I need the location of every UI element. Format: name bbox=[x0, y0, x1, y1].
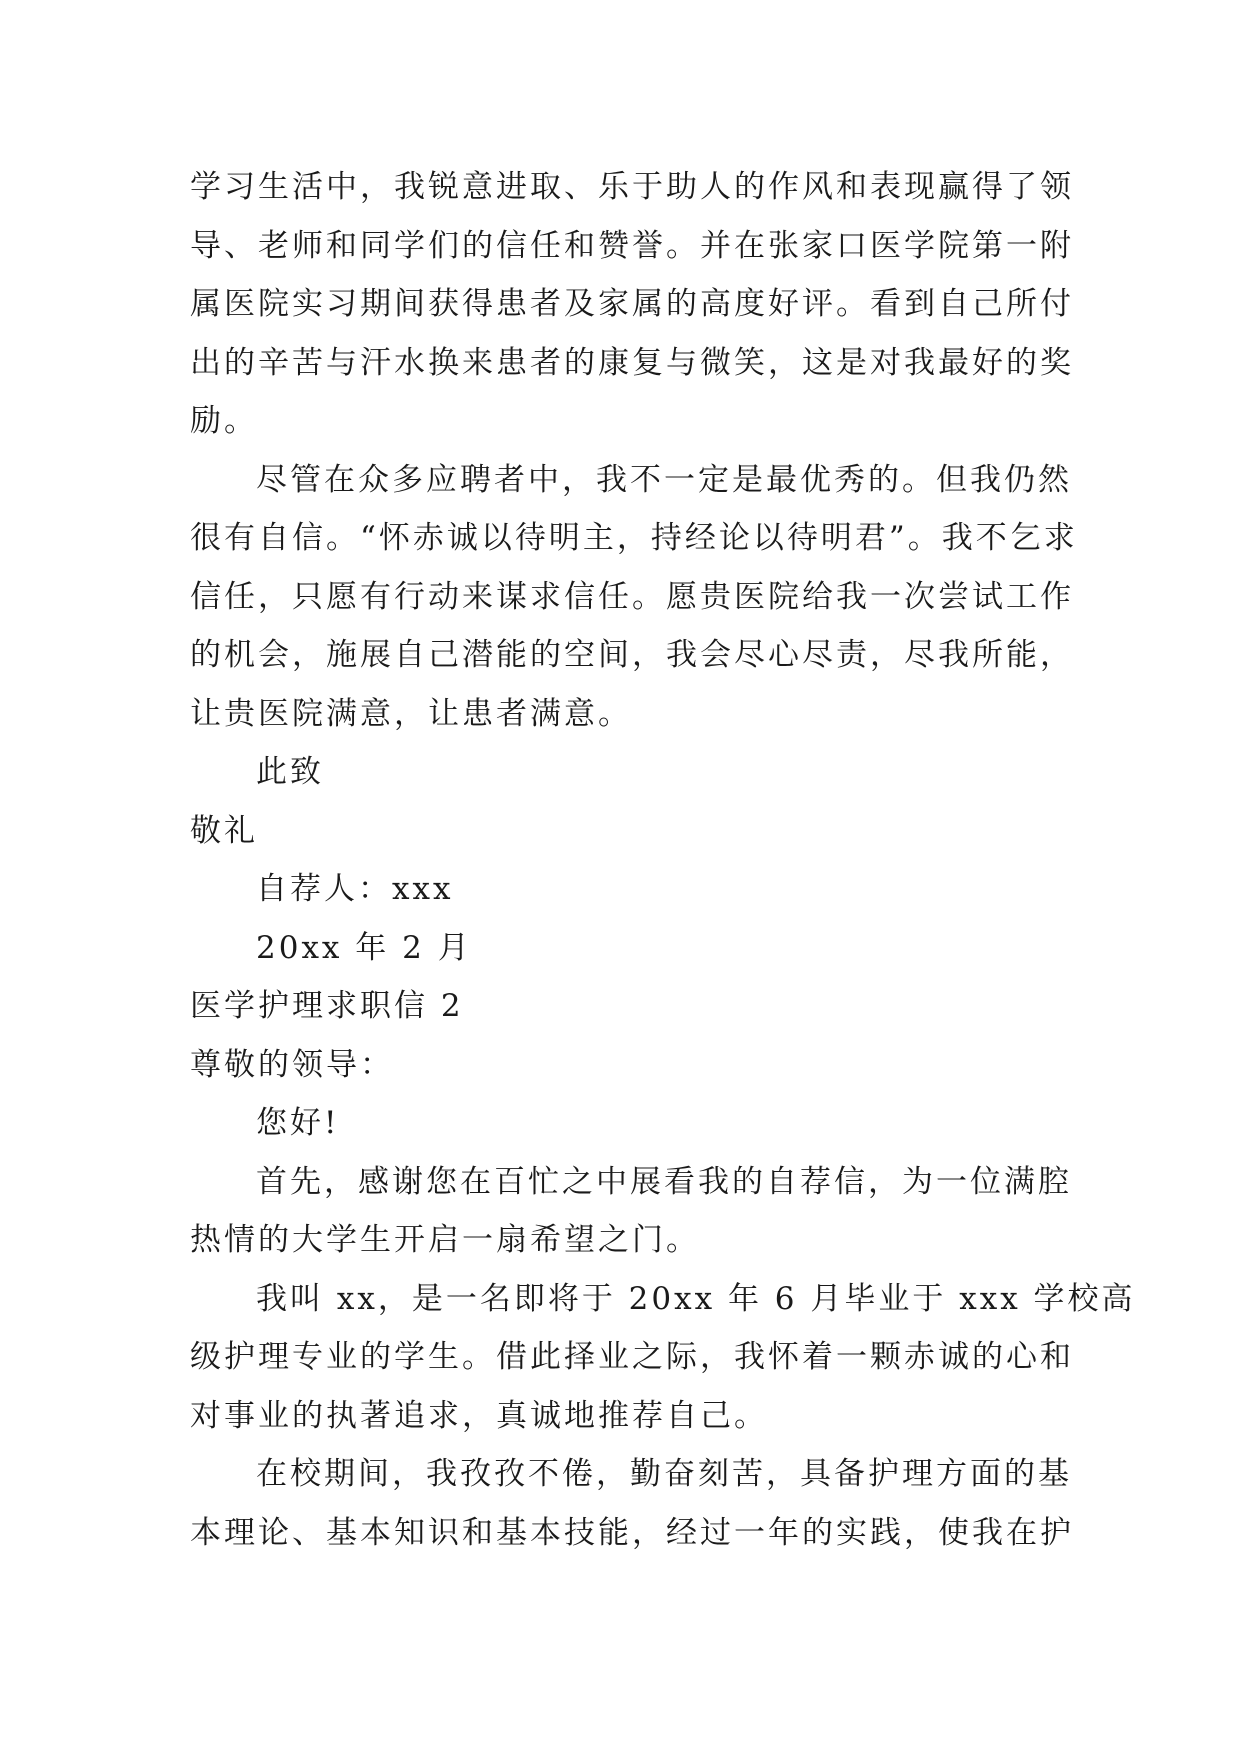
paragraph bbox=[190, 977, 1060, 1036]
text-line: 出的辛苦与汗水换来患者的康复与微笑，这是对我最好的奖 bbox=[190, 344, 1074, 381]
text-line: 级护理专业的学生。借此择业之际，我怀着一颗赤诚的心和 bbox=[190, 1339, 1074, 1375]
text-line: 属医院实习期间获得患者及家属的高度好评。看到自己所付 bbox=[190, 286, 1074, 322]
text-line: 本理论、基本知识和基本技能，经过一年的实践，使我在护 bbox=[190, 1514, 1074, 1551]
paragraph bbox=[190, 1153, 1072, 1270]
text-line: 导、老师和同学们的信任和赞誉。并在张家口医学院第一附 bbox=[190, 227, 1074, 264]
paragraph bbox=[190, 919, 1060, 978]
paragraph bbox=[190, 1270, 1136, 1446]
text-line: 学习生活中，我锐意进取、乐于助人的作风和表现赢得了领 bbox=[190, 169, 1074, 205]
paragraph bbox=[190, 1036, 1060, 1095]
text-line: 您好! bbox=[256, 1105, 340, 1141]
text-line: 让贵医院满意，让患者满意。 bbox=[190, 695, 632, 732]
text-line: 首先，感谢您在百忙之中展看我的自荐信，为一位满腔 bbox=[256, 1163, 1072, 1200]
text-line: 此致 bbox=[256, 754, 324, 790]
text-line: 20xx 年 2 月 bbox=[256, 929, 472, 966]
text-line: 我叫 xx，是一名即将于 20xx 年 6 月毕业于 xxx 学校高 bbox=[256, 1280, 1136, 1317]
text-line: 对事业的执著追求，真诚地推荐自己。 bbox=[190, 1397, 768, 1434]
text-line: 尽管在众多应聘者中，我不一定是最优秀的。但我仍然 bbox=[256, 461, 1072, 498]
text-line: 热情的大学生开启一扇希望之门。 bbox=[190, 1222, 700, 1258]
paragraph bbox=[190, 743, 1060, 802]
text-line: 很有自信。“怀赤诚以待明主，持经论以待明君”。我不乞求 bbox=[190, 520, 1078, 556]
document-body bbox=[190, 158, 1136, 1562]
paragraph bbox=[190, 860, 1060, 919]
text-line: 在校期间，我孜孜不倦，勤奋刻苦，具备护理方面的基 bbox=[256, 1456, 1072, 1492]
paragraph bbox=[190, 1445, 1074, 1562]
text-line: 信任，只愿有行动来谋求信任。愿贵医院给我一次尝试工作 bbox=[190, 578, 1074, 615]
text-line: 尊敬的领导： bbox=[190, 1046, 394, 1083]
paragraph bbox=[190, 451, 1078, 744]
text-line: 的机会，施展自己潜能的空间，我会尽心尽责，尽我所能， bbox=[190, 637, 1074, 673]
paragraph bbox=[190, 158, 1074, 451]
text-line: 自荐人：xxx bbox=[256, 871, 454, 907]
text-line: 医学护理求职信 2 bbox=[190, 988, 464, 1024]
text-line: 励。 bbox=[190, 403, 258, 439]
paragraph bbox=[190, 802, 1060, 861]
paragraph bbox=[190, 1094, 1060, 1153]
text-line: 敬礼 bbox=[190, 812, 258, 849]
